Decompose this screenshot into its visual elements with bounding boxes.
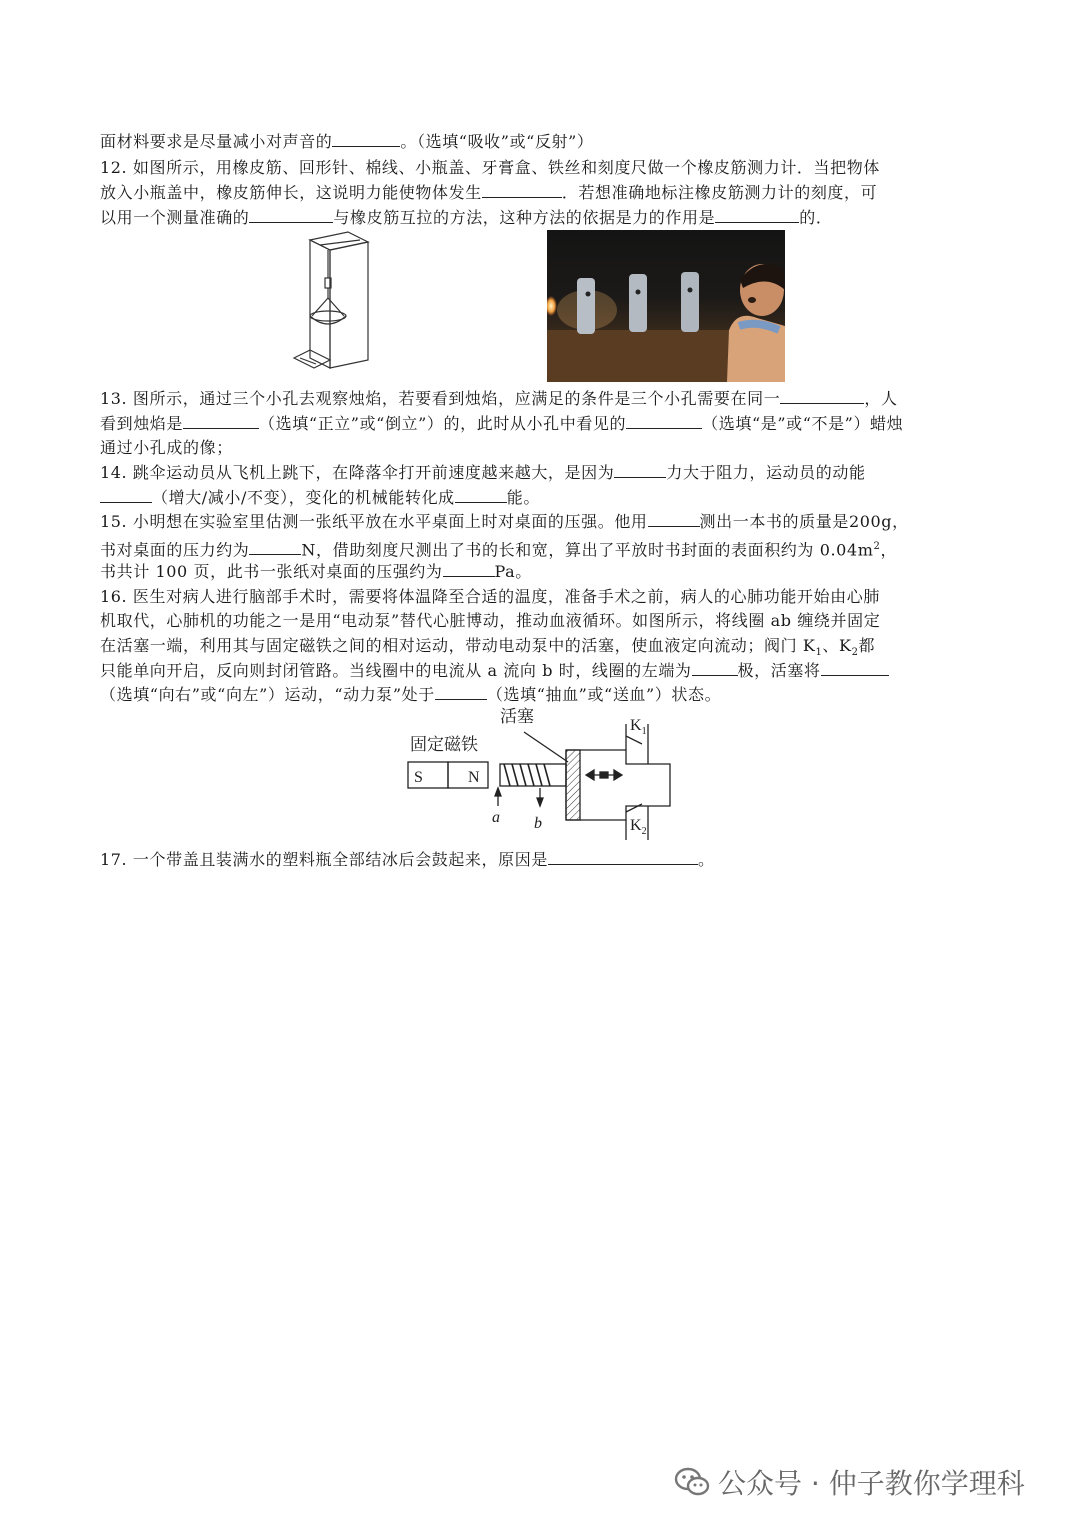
- line-09: （增大/减小/不变），变化的机械能转化成 能。: [100, 486, 990, 510]
- line-12: 书共计 100 页，此书一张纸对桌面的压强约为 Pa。: [100, 562, 532, 581]
- wire-b-label: b: [534, 815, 542, 832]
- pole-n: N: [468, 769, 480, 786]
- answer-blank: [548, 848, 698, 865]
- watermark: [672, 1462, 1025, 1502]
- piston-pointer: [524, 732, 568, 762]
- piston: [566, 750, 580, 820]
- line-02: 12. 如图所示，用橡皮筋、回形针、棉线、小瓶盖、牙膏盒、铁丝和刻度尺做一个橡皮筋测力计．当把物体: [100, 158, 880, 177]
- valve-k1: [626, 736, 642, 744]
- line-03: 放入小瓶盖中，橡皮筋伸长，这说明力能使物体发生 ．若想准确地标注橡皮筋测力计的刻度，可: [100, 183, 878, 202]
- line-13: 16. 医生对病人进行脑部手术时，需要将体温降至合适的温度，准备手术之前，病人的心肺功能开始由心肺: [100, 587, 880, 606]
- answer-blank: [482, 181, 562, 198]
- wire-a-label: a: [492, 809, 500, 826]
- line-01: 面材料要求是尽量减小对声音的 。（选填“吸收”或“反射”）: [100, 132, 594, 151]
- answer-blank: [100, 486, 152, 503]
- answer-blank: [455, 486, 507, 503]
- line-15: 在活塞一端，利用其与固定磁铁之间的相对运动，带动电动泵中的活塞，使血液定向流动；阀门 $K_1$、$K_2$都: [100, 636, 876, 659]
- electric-pump-diagram: [404, 702, 676, 840]
- answer-blank: [614, 461, 666, 478]
- line-17: （选填“向右”或“向左”）运动，“动力泵”处于 （选填“抽血”或“送血”）状态。: [100, 685, 722, 704]
- candle-pinhole-photo: [547, 230, 785, 382]
- valve-k1-label: $K_1$: [630, 717, 647, 737]
- force-gauge-figure: [290, 228, 390, 378]
- line-11: 书对桌面的压力约为 N，借助刻度尺测出了书的长和宽，算出了平放时书封面的表面积约为 $0.04m^2$，: [100, 540, 898, 560]
- answer-blank: [692, 659, 738, 676]
- answer-blank: [435, 683, 487, 700]
- watermark-text: 公众号 · 仲子教你学理科: [718, 1467, 1025, 1500]
- answer-blank: [249, 538, 301, 555]
- line-16: 只能单向开启，反向则封闭管路。当线圈中的电流从 a 流向 b 时，线圈的左端为 极，活塞将: [100, 659, 990, 683]
- answer-blank: [332, 130, 400, 147]
- magnet-label: 固定磁铁: [410, 735, 478, 754]
- answer-blank: [780, 387, 864, 404]
- pole-s: S: [414, 769, 423, 786]
- answer-blank: [183, 412, 259, 429]
- line-06: 看到烛焰是 （选填“正立”或“倒立”）的，此时从小孔中看见的 （选填“是”或“不是”）蜡烛: [100, 414, 904, 433]
- answer-blank: [249, 206, 333, 223]
- piston-label: 活塞: [500, 707, 534, 726]
- line-10: 15. 小明想在实验室里估测一张纸平放在水平桌面上时对桌面的压强。他用 测出一本书的质量是200g，: [100, 512, 909, 531]
- coil-winding: [504, 764, 550, 786]
- answer-blank: [821, 659, 889, 676]
- line-14: 机取代，心肺机的功能之一是用“电动泵”替代心脏博动，推动血液循环。如图所示，将线圈 ab 缠绕并固定: [100, 611, 881, 630]
- line-18: 17. 一个带盖且装满水的塑料瓶全部结冰后会鼓起来，原因是 。: [100, 850, 715, 869]
- answer-blank: [443, 560, 495, 577]
- line-04: 以用一个测量准确的 与橡皮筋互拉的方法，这种方法的依据是力的作用是 的．: [100, 208, 833, 227]
- wechat-icon: [672, 1462, 712, 1502]
- pump-chamber: [566, 750, 670, 820]
- answer-blank: [648, 510, 700, 527]
- answer-blank: [715, 206, 799, 223]
- line-08: 14. 跳伞运动员从飞机上跳下，在降落伞打开前速度越来越大，是因为 力大于阻力，运动员的动能: [100, 463, 866, 482]
- line-07: 通过小孔成的像；: [100, 438, 233, 457]
- valve-k2: [626, 804, 642, 812]
- line-05: 13. 图所示，通过三个小孔去观察烛焰，若要看到烛焰，应满足的条件是三个小孔需要在同一 ，人: [100, 389, 898, 408]
- valve-k2-label: $K_2$: [630, 817, 647, 837]
- answer-blank: [626, 412, 702, 429]
